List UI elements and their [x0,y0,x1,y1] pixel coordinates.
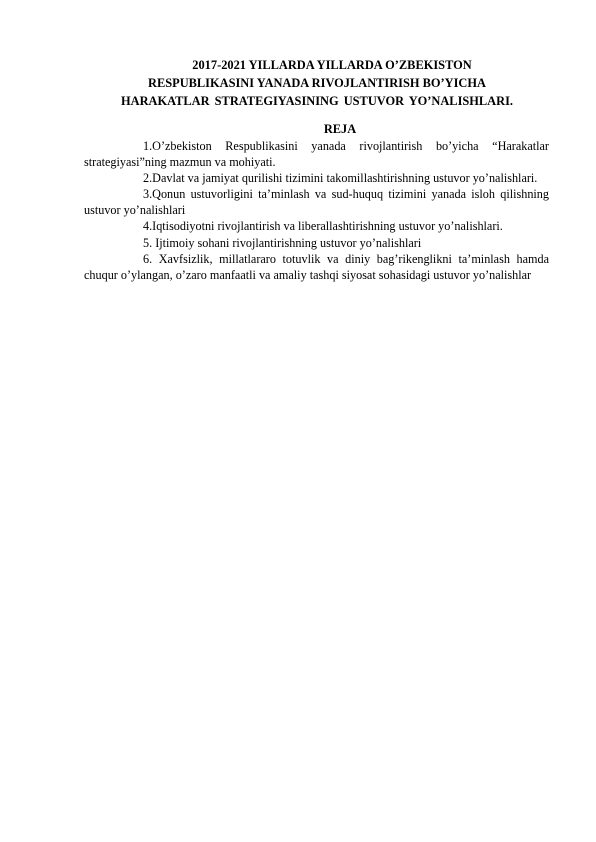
plan-heading: REJA [323,122,357,136]
title-line-3: HARAKATLAR STRATEGIYASINING USTUVOR YO’NALISHLARI. [121,94,513,108]
plan-item-6: 6. Xavfsizlik, millatlararo totuvlik va diniy bag’rikenglikni ta’minlash hamda chuqur o’ylangan, o’zaro manfaatli va amaliy tashqi siyosat sohasidagi ustuvor yo’nalishlar [84,251,549,282]
title-line-2: RESPUBLIKASINI YANADA RIVOJLANTIRISH BO’YICHA [148,76,486,90]
plan-item-2: 2.Davlat va jamiyat qurilishi tizimini takomillashtirishning ustuvor yo’nalishlari. [143,171,538,186]
plan-item-4: 4.Iqtisodiyotni rivojlantirish va liberallashtirishning ustuvor yo’nalishlari. [143,219,503,234]
plan-heading-wrapper [84,121,550,137]
title-line-1: 2017-2021 YILLARDA YILLARDA O’ZBEKISTON [192,58,472,72]
plan-list [84,138,549,283]
plan-item-5: 5. Ijtimoiy sohani rivojlantirishning ustuvor yo’nalishlari [143,235,422,250]
document-title [84,56,550,110]
plan-item-3: 3.Qonun ustuvorligini ta’minlash va sud-huquq tizimini yanada isloh qilishning ustuvor yo’nalishlari [84,187,549,218]
plan-item-1: 1.O’zbekiston Respublikasini yanada rivojlantirish bo’yicha “Harakatlar strategiyasi”ning mazmun va mohiyati. [84,139,549,170]
